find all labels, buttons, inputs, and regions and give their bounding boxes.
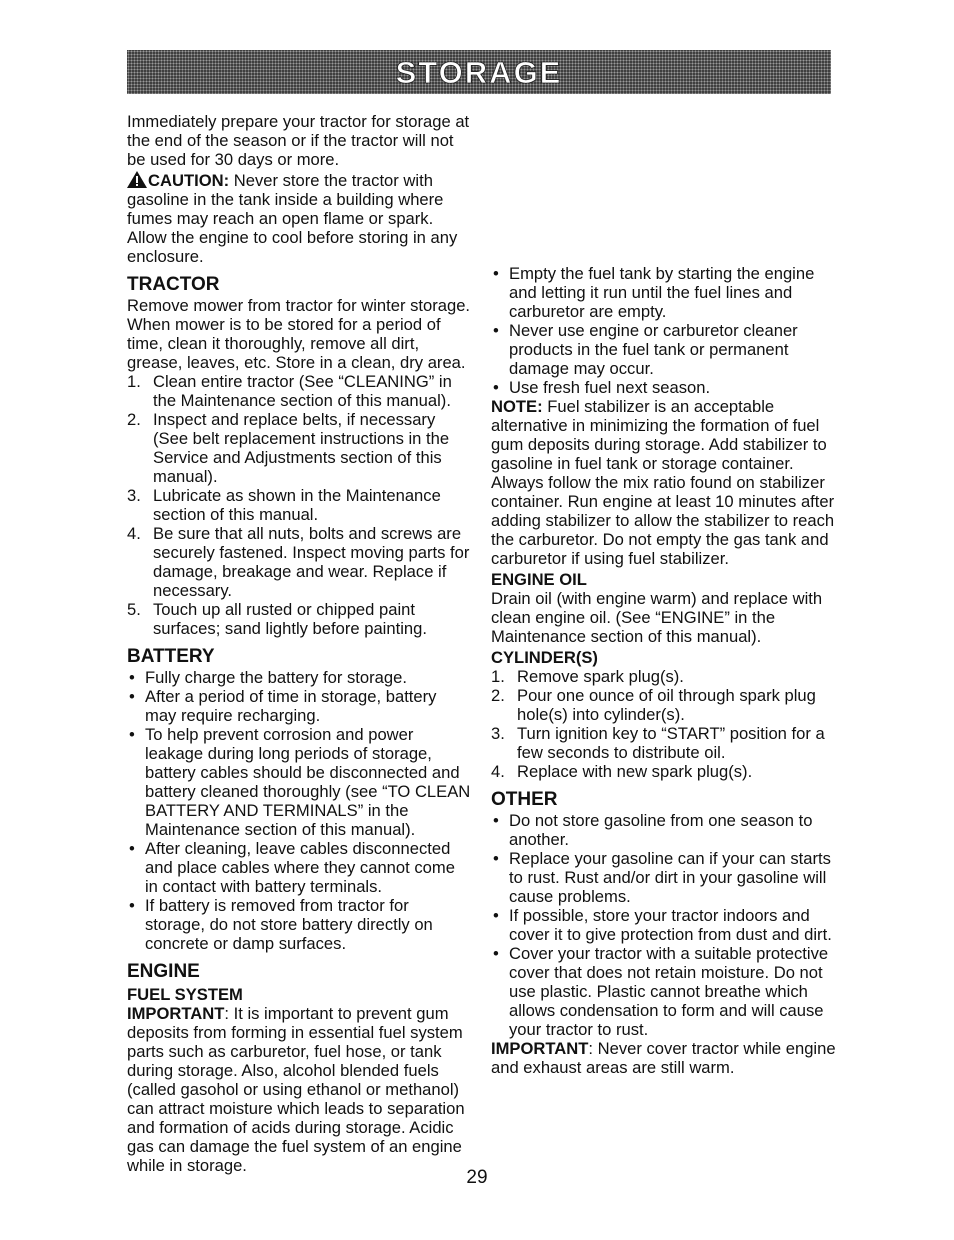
caution-paragraph xyxy=(127,171,472,266)
intro-paragraph: Immediately prepare your tractor for storage at the end of the season or if the tractor will not be used for 30 days or more. xyxy=(127,112,470,169)
list-item: • Cover your tractor with a suitable protective cover that does not retain moisture. Do not use plastic. Plastic cannot breathe which allows condensation to form and will cause your tractor to rust. xyxy=(493,944,829,1039)
left-column xyxy=(127,112,472,1175)
tractor-heading: TRACTOR xyxy=(127,274,220,295)
right-column xyxy=(491,112,836,1077)
note-paragraph: NOTE: Fuel stabilizer is an acceptable alternative in minimizing the formation of fuel gum deposits during storage. Add stabilizer to gasoline in fuel tank or storage container. Always follow the mix ratio found on stabilizer container. Run engine at least 10 minutes after adding stabilizer to allow the stabilizer to reach the carburetor. Do not empty the gas tank and carburetor if using fuel stabilizer. xyxy=(491,397,835,568)
battery-list xyxy=(127,668,472,953)
engine-heading: ENGINE xyxy=(127,961,200,982)
list-item: 2. Inspect and replace belts, if necessary (See belt replacement instructions in the Service and Adjustments section of this manual). xyxy=(127,410,450,486)
list-item: 2. Pour one ounce of oil through spark plug hole(s) into cylinder(s). xyxy=(491,686,816,724)
list-item: 3. Lubricate as shown in the Maintenance section of this manual. xyxy=(127,486,441,524)
battery-heading: BATTERY xyxy=(127,646,215,667)
other-list xyxy=(491,811,836,1039)
fuel-system-heading: FUEL SYSTEM xyxy=(127,985,243,1004)
tractor-steps xyxy=(127,372,472,638)
engine-oil-paragraph: Drain oil (with engine warm) and replace with clean engine oil. (See “ENGINE” in the Maintenance section of this manual). xyxy=(491,589,823,646)
list-item: 1. Remove spark plug(s). xyxy=(491,667,684,686)
caution-label: CAUTION: xyxy=(148,171,230,190)
page-title: STORAGE xyxy=(395,54,563,90)
other-heading: OTHER xyxy=(491,789,558,810)
list-item: 3. Turn ignition key to “START” position for a few seconds to distribute oil. xyxy=(491,724,825,762)
cylinder-steps xyxy=(491,667,836,781)
fuel-list xyxy=(491,264,836,397)
engine-oil-heading: ENGINE OIL xyxy=(491,570,587,589)
list-item: • If possible, store your tractor indoors and cover it to give protection from dust and dirt. xyxy=(493,906,832,944)
list-item: • Never use engine or carburetor cleaner products in the fuel tank or permanent damage may occur. xyxy=(493,321,798,378)
cylinders-heading: CYLINDER(S) xyxy=(491,648,598,667)
list-item: • After a period of time in storage, battery may require recharging. xyxy=(129,687,437,725)
list-item: 4. Be sure that all nuts, bolts and screws are securely fastened. Inspect moving parts for damage, breakage and wear. Replace if necessary. xyxy=(127,524,470,600)
warning-triangle-icon xyxy=(127,171,147,188)
list-item: • After cleaning, leave cables disconnected and place cables where they cannot come in contact with battery terminals. xyxy=(129,839,455,896)
list-item: • Empty the fuel tank by starting the engine and letting it run until the fuel lines and carburetor are empty. xyxy=(493,264,815,321)
list-item: • Use fresh fuel next season. xyxy=(493,378,711,397)
important-paragraph: IMPORTANT: It is important to prevent gum deposits from forming in essential fuel system parts such as carburetor, fuel hose, or tank during storage. Also, alcohol blended fuels (called gasohol or using ethanol or methanol) can attract moisture which leads to separation and formation of acids during storage. Acidic gas can damage the fuel system of an engine while in storage. xyxy=(127,1004,465,1175)
caution-text: Never store the tractor with gasoline in the tank inside a building where fumes may reach an open flame or spark. Allow the engine to cool before storing in any enclosure. xyxy=(127,171,458,266)
list-item: • To help prevent corrosion and power leakage during long periods of storage, battery cables should be disconnected and battery cleaned thoroughly (see “TO CLEAN BATTERY AND TERMINALS” in the Maintenance section of this manual). xyxy=(129,725,471,839)
page-number: 29 xyxy=(466,1167,488,1188)
list-item: 5. Touch up all rusted or chipped paint surfaces; sand lightly before painting. xyxy=(127,600,427,638)
section-banner xyxy=(127,50,831,94)
list-item: • If battery is removed from tractor for storage, do not store battery directly on concrete or damp surfaces. xyxy=(129,896,433,953)
other-important-paragraph: IMPORTANT: Never cover tractor while engine and exhaust areas are still warm. xyxy=(491,1039,836,1077)
tractor-paragraph: Remove mower from tractor for winter storage. When mower is to be stored for a period of time, clean it thoroughly, remove all dirt, grease, leaves, etc. Store in a clean, dry area. xyxy=(127,296,471,372)
list-item: 1. Clean entire tractor (See “CLEANING” in the Maintenance section of this manual). xyxy=(127,372,452,410)
list-item: • Replace your gasoline can if your can starts to rust. Rust and/or dirt in your gasoline will cause problems. xyxy=(493,849,831,906)
list-item: • Fully charge the battery for storage. xyxy=(129,668,407,687)
list-item: • Do not store gasoline from one season to another. xyxy=(493,811,813,849)
list-item: 4. Replace with new spark plug(s). xyxy=(491,762,753,781)
